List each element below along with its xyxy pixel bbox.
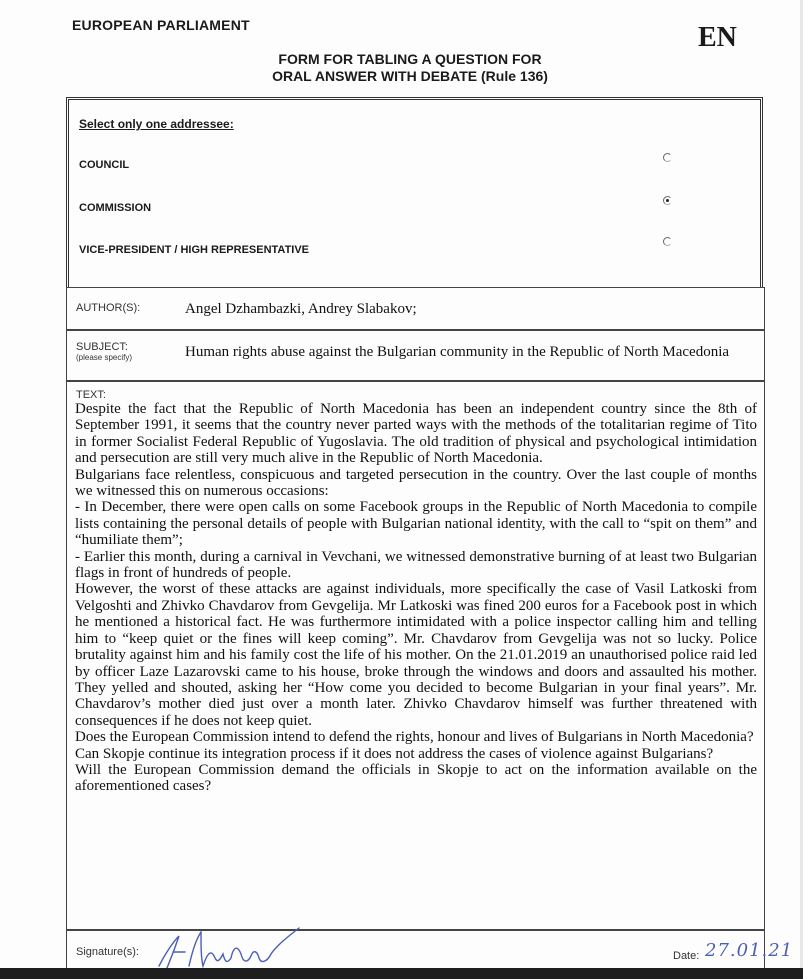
text-paragraph: However, the worst of these attacks are against individuals, more specifically the case of Vasil Latkoski from Velgoshti and Zhivko Chavdarov from Gevgelija. Mr Latkoski was fined 200 euros for a Facebook post in which he mentioned a historical fact. He was furthermore intimidated with a police inspector calling him and telling him to “keep quiet or the fines will keep coming”. Mr. Chavdarov from Gevgelija was not so lucky. Police brutality against him and his family cost the life of his mother. On the 21.01.2019 an unauthorised police raid led by officer Laze Lazarovski came to his house, broke through the windows and doors and assaulted his mother. They yelled and shouted, asking her “How come you decided to become Bulgarian in your final years”. Mr. Chavdarov’s mother died just over a month later. Zhivko Chavdarov himself was further threatened with consequences if he does not keep quiet.: [75, 581, 757, 729]
bottom-edge: [0, 968, 803, 979]
date-label: Date:: [673, 950, 700, 962]
text-paragraph: Can Skopje continue its integration process if it does not address the cases of violence against Bulgarians?: [75, 745, 714, 762]
text-paragraph: Will the European Commission demand the officials in Skopje to act on the information available on the aforementioned cases?: [75, 761, 757, 795]
text-paragraph: Despite the fact that the Republic of North Macedonia has been an independent country since the 8th of September 1991, it seems that the country never parted ways with the methods of the totalitarian regime of Tito in former Socialist Federal Republic of Yugoslavia. The old tradition of physical and psychological intimidation and persecution are still very much alive in the Republic of North Macedonia.: [75, 401, 757, 467]
addressee-option-commission-radio[interactable]: [663, 196, 672, 205]
authors-label: AUTHOR(S):: [76, 302, 141, 314]
text-paragraph: - Earlier this month, during a carnival in Vevchani, we witnessed demonstrative burning of at least two Bulgarian flags in front of hundreds of people.: [75, 548, 757, 582]
date-value: 27.01.21: [705, 940, 794, 961]
addressee-option-council-radio[interactable]: [663, 153, 672, 162]
organization-name: EUROPEAN PARLIAMENT: [72, 17, 250, 33]
authors-value: Angel Dzhambazki, Andrey Slabakov;: [185, 301, 417, 317]
text-paragraph: Bulgarians face relentless, conspicuous and targeted persecution in the country. Over the last couple of months we witnessed this on numerous occasions:: [75, 466, 757, 500]
text-label: TEXT:: [76, 389, 106, 401]
form-title: [200, 51, 620, 85]
addressee-option-vp-hr-radio[interactable]: [663, 237, 672, 246]
addressee-option-vp-hr-label: VICE-PRESIDENT / HIGH REPRESENTATIVE: [79, 244, 310, 256]
text-paragraph: - In December, there were open calls on some Facebook groups in the Republic of North Macedonia to compile lists containing the personal details of people with Bulgarian national identity, with the call to “spit on them” and “humiliate them”;: [75, 499, 757, 549]
text-paragraph: Does the European Commission intend to defend the rights, honour and lives of Bulgarians in North Macedonia?: [75, 729, 754, 746]
addressee-option-commission-label: COMMISSION: [79, 202, 152, 214]
signature-label: Signature(s):: [76, 946, 139, 958]
handwritten-signature: [153, 918, 303, 970]
subject-label: SUBJECT:: [76, 341, 128, 353]
language-code: EN: [698, 22, 737, 53]
form-title-line-2: ORAL ANSWER WITH DEBATE (Rule 136): [272, 68, 548, 84]
addressee-option-council-label: COUNCIL: [79, 159, 130, 171]
subject-sublabel: (please specify): [76, 353, 133, 362]
form-title-line-1: FORM FOR TABLING A QUESTION FOR: [278, 51, 542, 67]
question-text: [75, 401, 757, 795]
addressee-heading: Select only one addressee:: [79, 117, 234, 131]
subject-value: Human rights abuse against the Bulgarian community in the Republic of North Macedonia: [185, 344, 730, 360]
